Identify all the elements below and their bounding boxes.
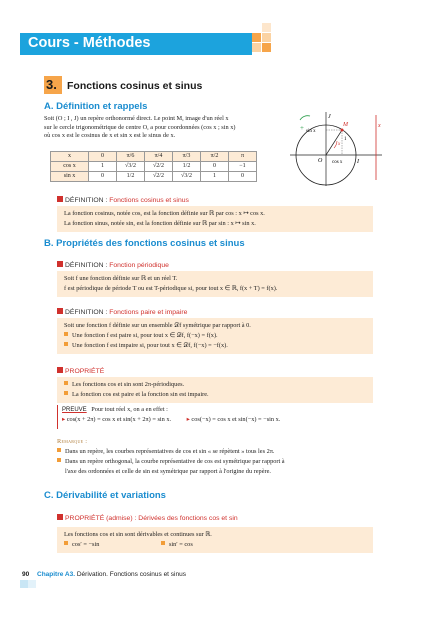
definition-label-cos-sin: DÉFINITION : Fonctions cosinus et sinus xyxy=(57,196,189,205)
definition-marker xyxy=(57,308,63,314)
property-label: PROPRIÉTÉ xyxy=(57,367,104,376)
intro-paragraph xyxy=(44,115,282,141)
intro-line: Soit (O ; I , J) un repère orthonormé direct. Le point M, image d'un réel x xyxy=(44,115,229,122)
header-title: Cours - Méthodes xyxy=(28,35,151,51)
bullet xyxy=(57,448,61,452)
definition-label-parity: DÉFINITION : Fonctions paire et impaire xyxy=(57,308,187,317)
remark-line: Dans un repère orthogonal, la courbe représentative de cos est symétrique par rapport à xyxy=(65,458,285,465)
point-m xyxy=(341,129,344,132)
bullet xyxy=(64,381,68,385)
bullet xyxy=(64,541,68,545)
label-x-angle: x xyxy=(338,142,341,147)
proof-block xyxy=(57,405,373,429)
derivative-cos: cos′ = −sin xyxy=(72,541,100,548)
label-cosx: cos x xyxy=(332,160,343,165)
definition-marker xyxy=(57,261,63,267)
trig-circle-figure xyxy=(282,110,390,188)
values-table xyxy=(50,151,257,182)
footer-chapter: Chapitre A3. xyxy=(37,571,76,578)
intro-line: où cos x est le cosinus de x et sin x est le sinus de x. xyxy=(44,132,176,139)
definition-line: La fonction sinus, notée sin, est la fonction définie sur ℝ par sin : x ↦ sin x. xyxy=(64,220,256,227)
definition-marker xyxy=(57,196,63,202)
proof-line: cos(x + 2π) = cos x et sin(x + 2π) = sin x. xyxy=(66,416,172,423)
plus-sign: + xyxy=(300,124,304,132)
derivative-sin: sin′ = cos xyxy=(168,541,193,548)
definition-line: La fonction cosinus, notée cos, est la fonction définie sur ℝ par cos : x ↦ cos x. xyxy=(64,210,265,217)
property-marker xyxy=(57,367,63,373)
header-decor-squares xyxy=(252,28,272,58)
heading-part-a: A. Définition et rappels xyxy=(44,101,148,112)
property-label-derivatives: PROPRIÉTÉ (admise) : Dérivées des fonctions cos et sin xyxy=(57,514,238,523)
label-sinx: sin x xyxy=(306,129,316,134)
property-line: Les fonctions cos et sin sont 2π-périodiques. xyxy=(64,380,366,390)
remark-block xyxy=(57,437,387,477)
page-number: 90 xyxy=(22,571,30,578)
remark-line: l'axe des ordonnées et celle de sin est symétrique par rapport à l'origine du repère. xyxy=(65,468,271,475)
property-box-derivatives xyxy=(57,527,373,553)
footer-text xyxy=(37,571,186,580)
property-marker xyxy=(57,514,63,520)
definition-line: Soit une fonction f définie sur un ensemble 𝒟f symétrique par rapport à 0. xyxy=(64,322,251,329)
bullet xyxy=(64,391,68,395)
definition-line: Soit f une fonction définie sur ℝ et un réel T. xyxy=(64,275,178,282)
heading-part-b: B. Propriétés des fonctions cosinus et sinus xyxy=(44,238,245,249)
bullet xyxy=(64,332,68,336)
heading-part-c: C. Dérivabilité et variations xyxy=(44,490,166,501)
remark-line: Dans un repère, les courbes représentatives de cos et sin « se répètent » tous les 2π. xyxy=(65,448,275,455)
label-i: I xyxy=(357,159,359,165)
proof-bullet: ▸ xyxy=(186,416,190,423)
property-box xyxy=(57,377,373,403)
footer-decor-square xyxy=(20,580,28,588)
footer-decor-square xyxy=(28,580,36,588)
table-row: cos x 1 √3/2 √2/2 1/2 0 −1 xyxy=(51,162,257,172)
definition-label-periodic: DÉFINITION : Fonction périodique xyxy=(57,261,169,270)
label-o: O xyxy=(318,158,323,164)
proof-intro: Pour tout réel x, on a en effet : xyxy=(91,406,168,413)
proof-label: PREUVE xyxy=(62,407,87,413)
proof-line: cos(−x) = cos x et sin(−x) = −sin x. xyxy=(191,416,281,423)
definition-box-periodic xyxy=(57,271,373,297)
footer-title: Dérivation. Fonctions cosinus et sinus xyxy=(76,571,186,578)
definition-line: Une fonction f est paire si, pour tout x ∈ 𝒟f, f(−x) = f(x). xyxy=(64,331,366,341)
section-number: 3. xyxy=(46,77,57,92)
property-line: La fonction cos est paire et la fonction sin est impaire. xyxy=(64,390,366,400)
table-row: x 0 π/6 π/4 π/3 π/2 π xyxy=(51,152,257,162)
orientation-arrow xyxy=(300,116,310,120)
remark-label: Remarque : xyxy=(57,438,88,445)
definition-box-cos-sin xyxy=(57,206,373,232)
label-one: 1 xyxy=(344,137,347,142)
section-title: Fonctions cosinus et sinus xyxy=(67,80,203,92)
table-row: sin x 0 1/2 √2/2 √3/2 1 0 xyxy=(51,172,257,182)
derivatives-line xyxy=(64,540,366,550)
bullet xyxy=(161,541,165,545)
bullet xyxy=(64,342,68,346)
bullet xyxy=(57,458,61,462)
intro-line: sur le cercle trigonométrique de centre O, a pour coordonnées (cos x ; sin x) xyxy=(44,123,236,131)
definition-box-parity xyxy=(57,318,373,354)
label-m: M xyxy=(343,122,348,128)
label-x-real: x xyxy=(378,123,381,129)
property-line: Les fonctions cos et sin sont dérivables et continues sur ℝ. xyxy=(64,531,212,538)
definition-line: f est périodique de période T ou est T-périodique si, pour tout x ∈ ℝ, f(x + T) = f(x). xyxy=(64,285,278,292)
proof-bullet: ▸ xyxy=(62,416,66,423)
definition-line: Une fonction f est impaire si, pour tout x ∈ 𝒟f, f(−x) = −f(x). xyxy=(64,341,366,351)
label-j: J xyxy=(328,114,331,120)
